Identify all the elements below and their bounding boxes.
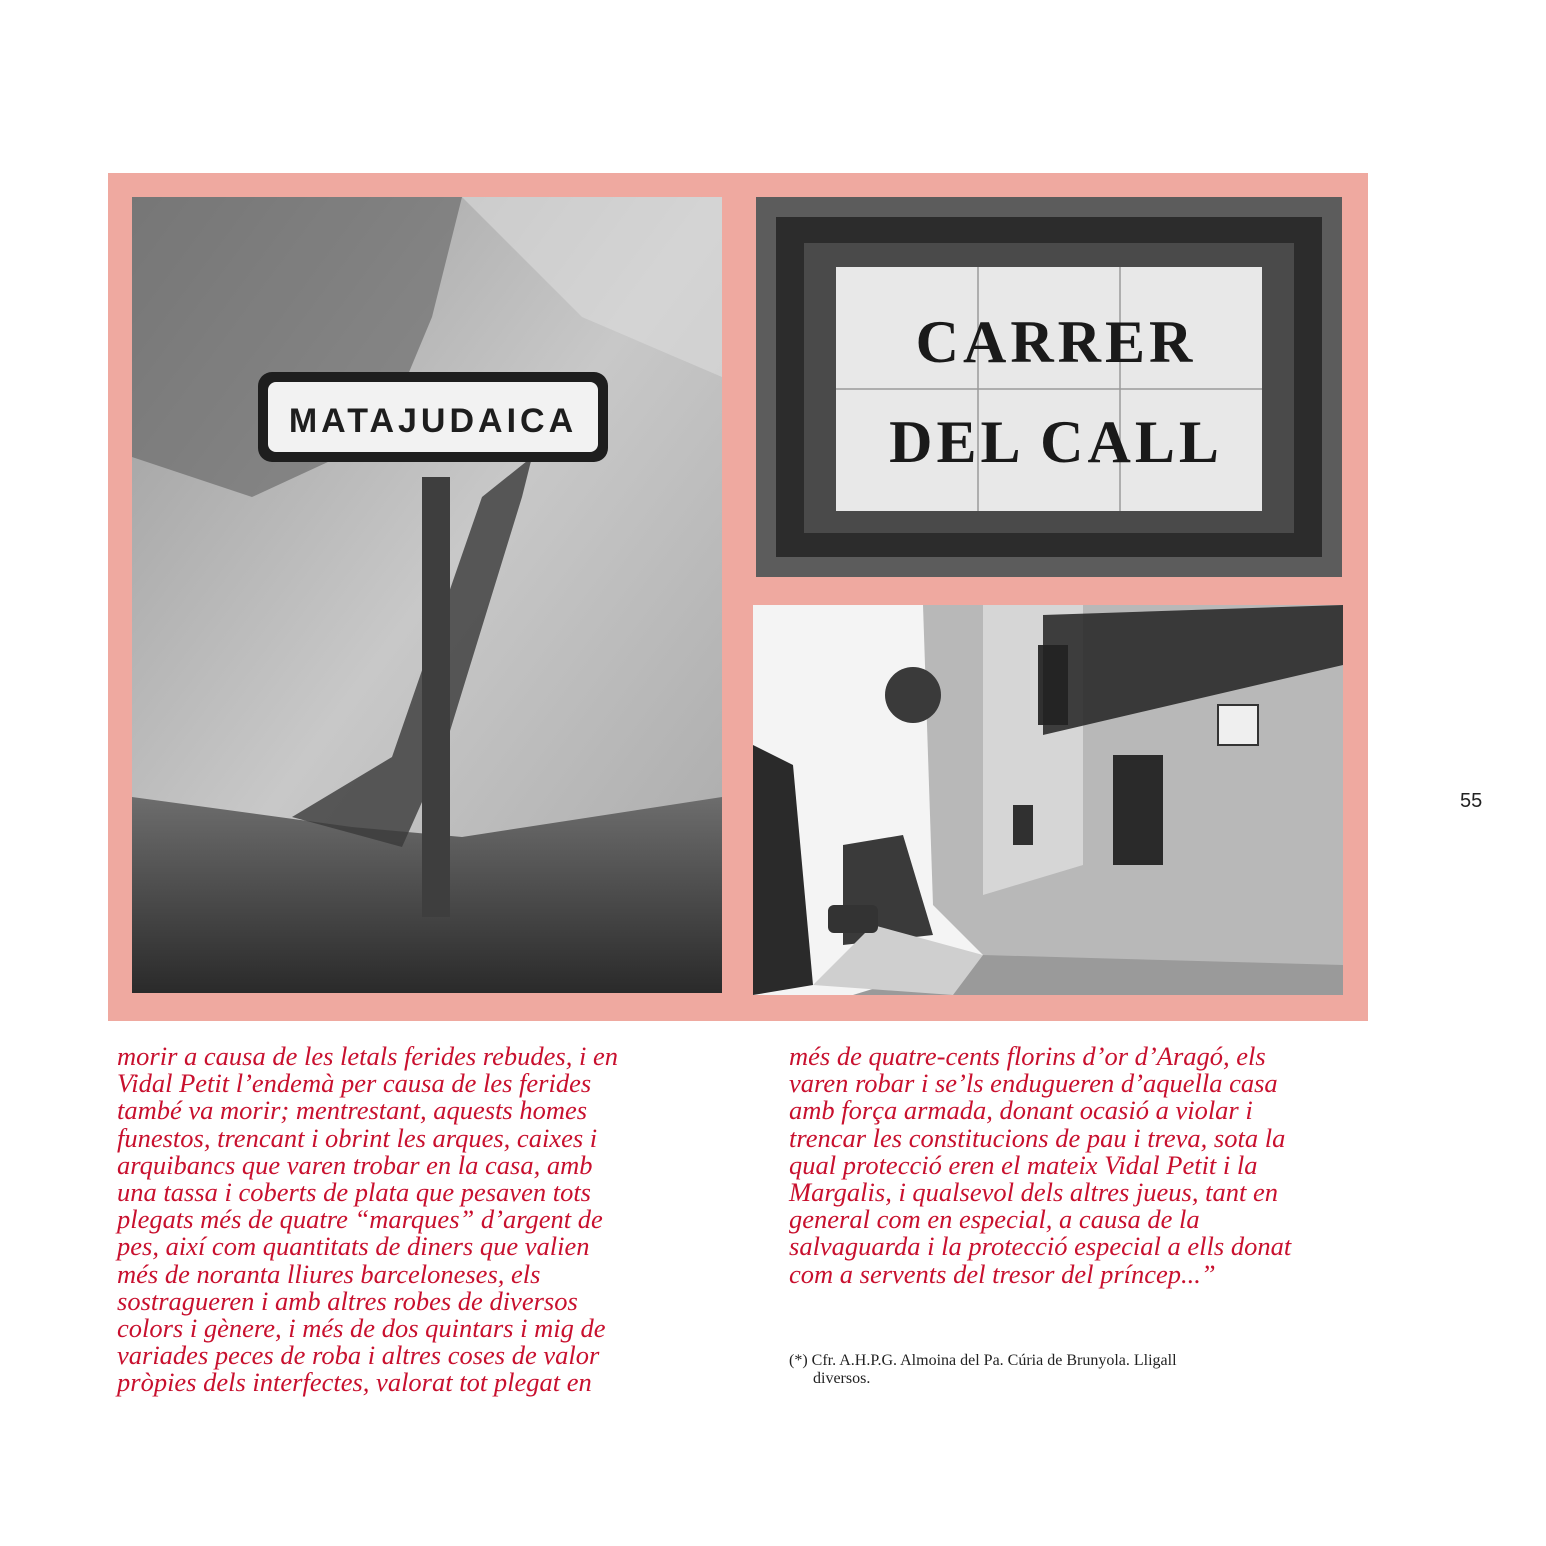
text-line: més de quatre-cents florins d’or d’Aragó, els <box>789 1041 1266 1071</box>
text-line: colors i gènere, i més de dos quintars i mig de <box>117 1313 606 1344</box>
text-line: qual protecció eren el mateix Vidal Petit i la <box>789 1149 1258 1180</box>
page-number: 55 <box>1460 790 1483 812</box>
text-line: sostragueren i amb altres robes de diversos <box>117 1285 578 1316</box>
text-line: una tassa i coberts de plata que pesaven tots <box>117 1177 591 1208</box>
text-line: més de noranta lliures barceloneses, els <box>117 1258 541 1289</box>
text-line: també va morir; mentrestant, aquests homes <box>117 1095 588 1126</box>
text-line: Vidal Petit l’endemà per causa de les ferides <box>117 1068 592 1099</box>
footnote-line: diversos. <box>813 1370 871 1387</box>
text-line: arquibancs que varen trobar en la casa, amb <box>117 1149 593 1180</box>
photo-carrer-del-call-sign <box>756 197 1342 577</box>
text-line: plegats més de quatre “marques” d’argent de <box>117 1204 603 1235</box>
body-text-right-column <box>789 1043 1389 1288</box>
text-line: pes, així com quantitats de diners que valien <box>117 1231 590 1262</box>
body-text-left-column <box>117 1043 757 1397</box>
photo-street-scene <box>753 605 1343 995</box>
text-line: amb força armada, donant ocasió a violar i <box>789 1095 1253 1126</box>
matajudaica-sign-text: MATAJUDAICA <box>288 402 578 440</box>
text-line: varen robar i se’ls endugueren d’aquella casa <box>789 1068 1278 1099</box>
photo-plate <box>108 173 1368 1021</box>
text-line: pròpies dels interfectes, valorat tot plegat en <box>117 1367 592 1398</box>
photo-matajudaica-sign <box>132 197 722 993</box>
text-line: trencar les constitucions de pau i treva, sota la <box>789 1122 1286 1153</box>
text-line: general com en especial, a causa de la <box>789 1204 1200 1235</box>
footnote-line: (*) Cfr. A.H.P.G. Almoina del Pa. Cúria de Brunyola. Lligall <box>789 1352 1177 1369</box>
footnote <box>789 1352 1389 1388</box>
text-line: funestos, trencant i obrint les arques, caixes i <box>117 1122 598 1153</box>
text-line: morir a causa de les letals ferides rebudes, i en <box>117 1041 618 1071</box>
text-line: com a servents del tresor del príncep...” <box>789 1258 1216 1289</box>
carrer-sign-line-2: DEL CALL <box>889 409 1223 475</box>
text-line: variades peces de roba i altres coses de valor <box>117 1340 600 1371</box>
text-line: salvaguarda i la protecció especial a ells donat <box>789 1231 1292 1262</box>
carrer-sign-line-1: CARRER <box>915 309 1197 375</box>
text-line: Margalis, i qualsevol dels altres jueus, tant en <box>789 1177 1278 1208</box>
